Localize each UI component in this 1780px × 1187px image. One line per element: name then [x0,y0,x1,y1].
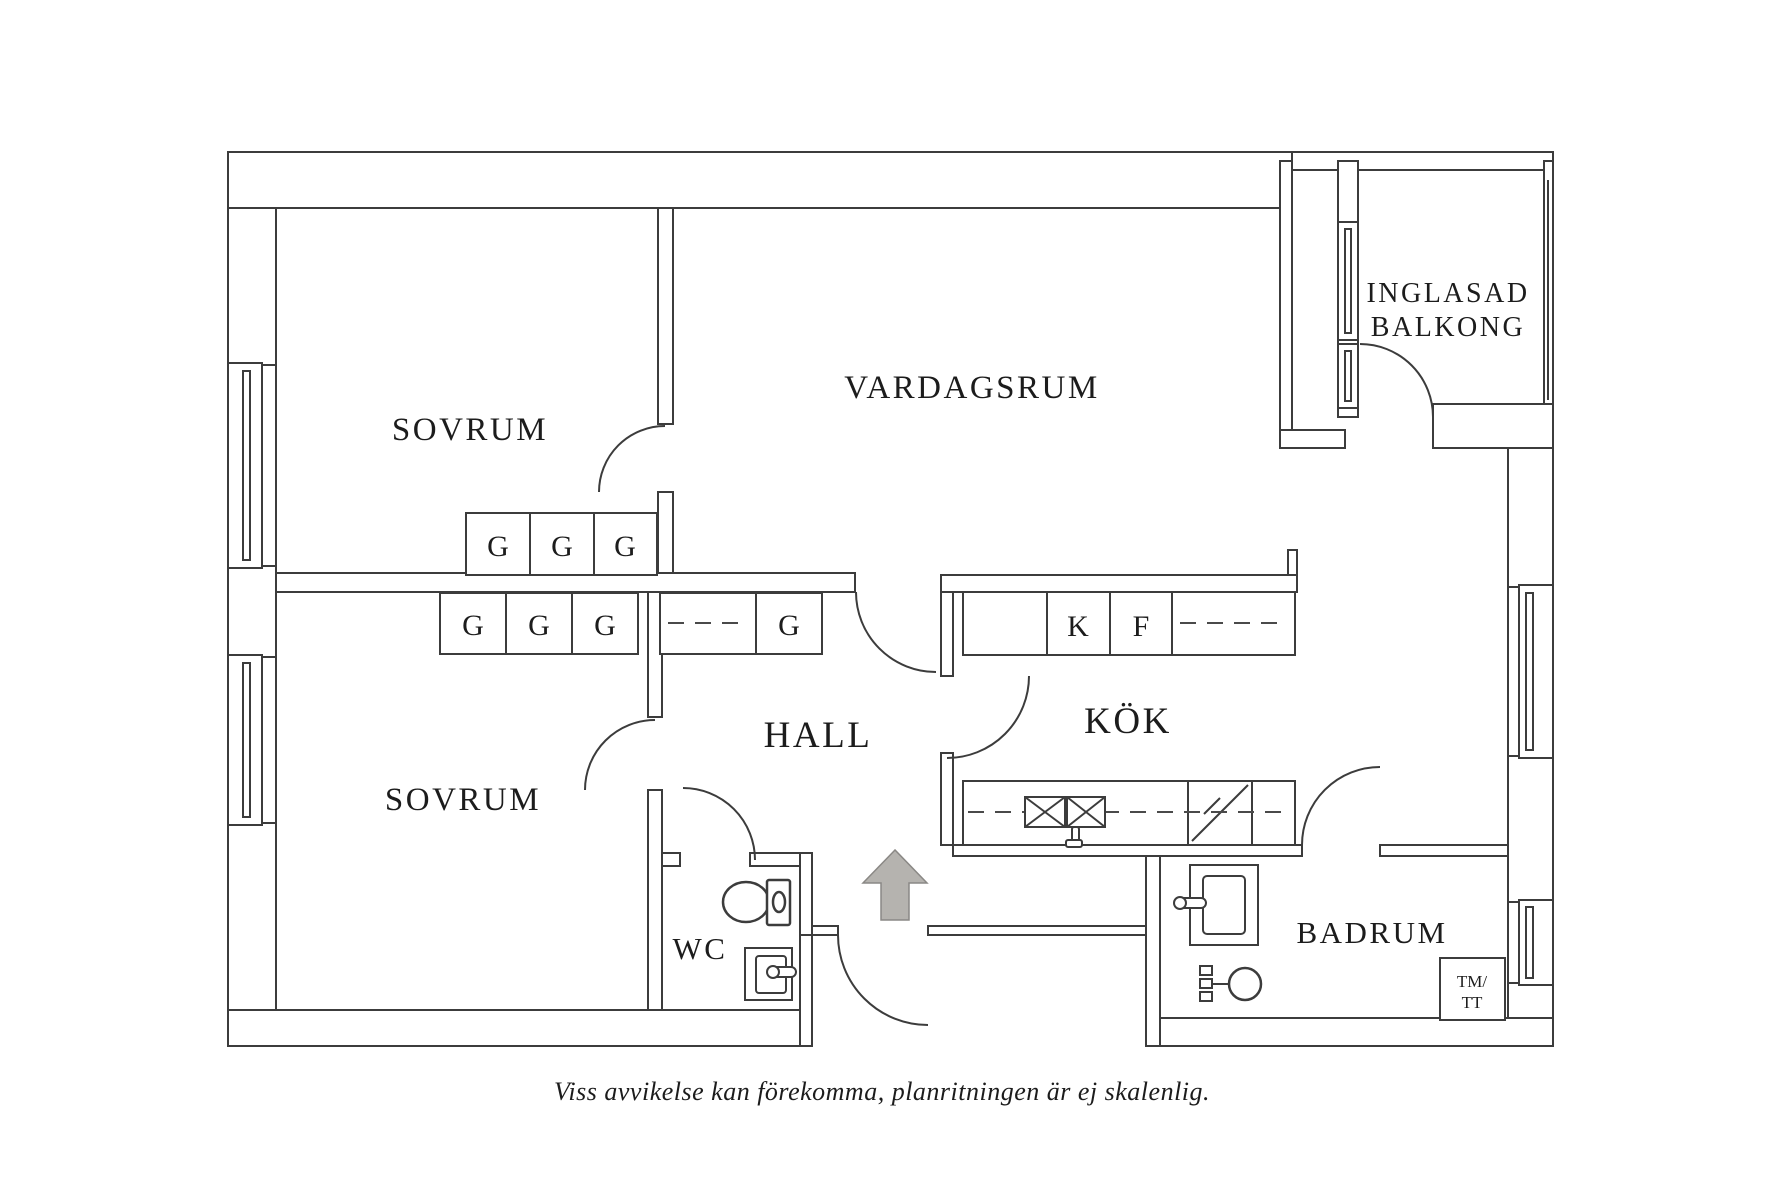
washer-dryer-label-line2: TT [1461,993,1483,1012]
door-arc-balcony [1360,344,1433,417]
window-glass [1345,229,1351,333]
fridge-label: K [1067,610,1089,643]
door-arc-bedroom2 [585,720,655,790]
wall-entry-recess-right [1146,856,1160,1046]
window-glass [243,663,250,817]
wall-livingroom-east [1280,161,1292,430]
wc-sink-icon [745,948,796,1000]
wall-hall-south-b [928,926,1146,935]
room-label-bedroom1: SOVRUM [391,412,549,448]
wall-kitchen-north [941,575,1297,592]
freezer-label: F [1132,610,1150,643]
wardrobe-label: G [551,530,573,563]
door-arc-entrance [838,935,928,1025]
window-icon [1519,585,1553,758]
wardrobe-label: G [778,609,800,642]
window-glass [1526,907,1533,978]
room-label-wc: WC [672,931,728,966]
window-glass [1345,351,1351,401]
wall-kitchen-north-stub [1288,550,1297,575]
wardrobe-label: G [487,530,509,563]
window-glass [1526,593,1533,750]
wardrobe-label: G [594,609,616,642]
disclaimer-caption: Viss avvikelse kan förekomma, planritningen är ej skalenlig. [553,1077,1211,1106]
wall-kitchen-south-a [953,845,1302,856]
wall-hall-south-a [812,926,838,935]
wall-bedroom1-east-lower [658,492,673,580]
bathroom-sink-icon [1174,865,1258,945]
wall-kitchen-west-lower [941,753,953,845]
room-label-living-room: VARDAGSRUM [844,370,1100,406]
wall-wc-north-a [662,853,680,866]
wall-bottom-left-exterior [228,1010,812,1046]
door-arc-kitchen [947,676,1029,758]
wall-livingroom-east-foot [1280,430,1345,448]
room-label-kitchen: KÖK [1084,701,1172,742]
wall-top-exterior [228,152,1292,208]
washer-dryer-label-line1: TM/ [1456,972,1488,991]
wall-under-balcony [1433,404,1553,448]
wall-left-exterior [228,152,276,1046]
window-glass [243,371,250,560]
wall-entry-recess-left [800,935,812,1046]
entrance-arrow-icon [863,850,927,920]
door-arc-bedroom1 [599,426,665,492]
wardrobe-label: G [462,609,484,642]
room-label-bedroom2: SOVRUM [384,782,542,818]
wall-bedroom2-east-lower [648,790,662,1010]
wall-top-balcony [1292,152,1553,170]
room-label-balcony-line2: BALKONG [1370,312,1526,343]
wall-wc-east [800,853,812,935]
toilet-icon [723,880,790,925]
door-arc-wc [683,788,755,860]
room-label-balcony-line1: INGLASAD [1366,278,1530,309]
wall-bedroom1-east-upper [658,208,673,424]
room-label-bathroom: BADRUM [1296,915,1448,950]
door-arc-livingroom-hall [856,592,936,672]
wall-bottom-right-exterior [1155,1018,1553,1046]
window-icon [1519,900,1553,985]
wardrobe-label: G [614,530,636,563]
shower-icon [1200,966,1261,1001]
wall-kitchen-south-b [1380,845,1508,856]
door-arc-bathroom [1302,767,1380,845]
room-label-hall: HALL [763,715,873,756]
wardrobe-label: G [528,609,550,642]
